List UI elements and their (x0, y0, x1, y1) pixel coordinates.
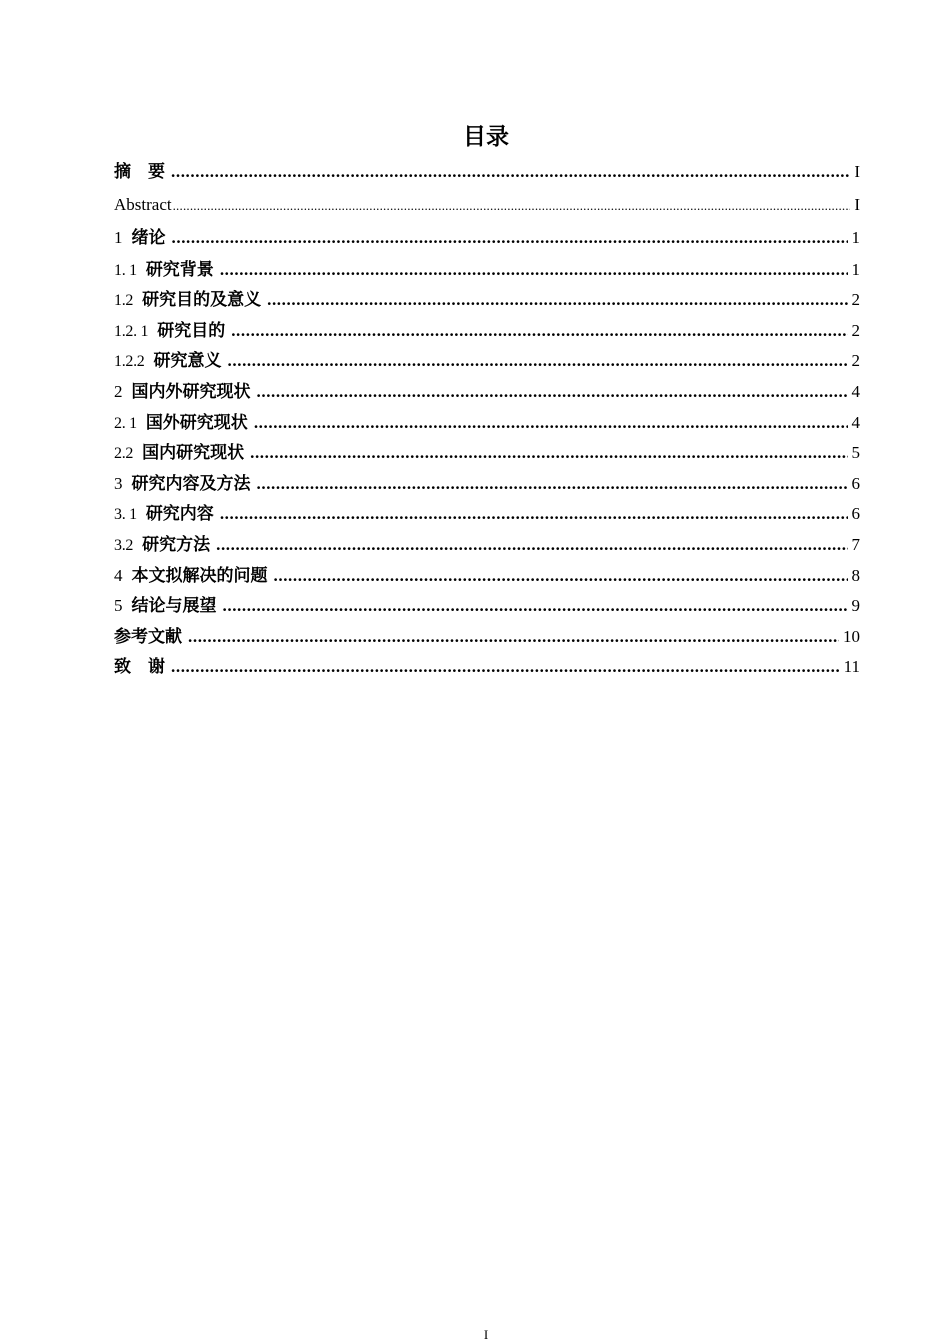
toc-entry-page: 7 (851, 534, 860, 554)
toc-entry-text: 参考文献 (114, 626, 182, 647)
toc-entry-page: 6 (851, 504, 860, 524)
toc-entry-text: 研究目的 (157, 320, 226, 341)
toc-leader-dots (188, 622, 839, 653)
toc-entry-number: 1. 1 (114, 261, 137, 279)
toc-entry-text: 研究意义 (153, 351, 222, 372)
toc-leader-dots (231, 316, 847, 347)
toc-leader-dots (172, 221, 848, 255)
toc-entry-number: 1 (114, 227, 123, 247)
toc-leader-dots (173, 189, 851, 221)
toc-entry-text: 国内研究现状 (142, 443, 245, 464)
toc-entry-number: 1.2. 1 (114, 322, 149, 340)
toc-entry-text: 国内外研究现状 (131, 381, 251, 402)
toc-leader-dots (216, 530, 847, 561)
toc-entry-page: I (854, 162, 860, 181)
toc-entry-page: 1 (851, 227, 860, 247)
toc-leader-dots (171, 652, 840, 683)
toc-entry-text: 研究背景 (145, 259, 214, 280)
toc-entry-chapter-1[interactable] (114, 221, 860, 255)
toc-leader-dots (220, 255, 848, 286)
toc-entry-chapter-5[interactable] (114, 591, 860, 622)
toc-entry-section-2-1[interactable] (114, 408, 860, 439)
toc-entry-abstract-cn[interactable] (114, 157, 860, 188)
toc-entry-text: 结论与展望 (131, 596, 217, 617)
toc-entry-text: 研究方法 (142, 534, 211, 555)
toc-entry-text: 摘 要 (114, 162, 165, 182)
toc-entry-number: 5 (114, 596, 123, 616)
toc-entry-section-3-1[interactable] (114, 499, 860, 530)
toc-entry-page: 2 (851, 320, 860, 340)
toc-entry-number: 3. 1 (114, 506, 137, 524)
toc-entry-number: 1.2.2 (114, 353, 145, 371)
toc-entry-text: 致 谢 (114, 657, 165, 678)
toc-leader-dots (223, 591, 848, 622)
toc-entry-page: 10 (843, 626, 860, 646)
toc-entry-abstract-en[interactable] (114, 188, 860, 221)
toc-entry-section-1-2-1[interactable] (114, 316, 860, 347)
toc-entry-number: 2.2 (114, 445, 134, 463)
toc-entry-section-3-2[interactable] (114, 530, 860, 561)
toc-entry-text: 研究内容 (145, 504, 214, 525)
toc-entry-text: 国外研究现状 (145, 412, 248, 433)
toc-entry-section-2-2[interactable] (114, 438, 860, 469)
toc-entry-number: 3.2 (114, 536, 134, 554)
toc-entry-section-1-1[interactable] (114, 255, 860, 286)
toc-entry-page: 11 (843, 657, 860, 677)
toc-entry-chapter-2[interactable] (114, 377, 860, 408)
toc-entry-text: 研究内容及方法 (131, 473, 251, 494)
toc-entry-text: 本文拟解决的问题 (131, 565, 268, 586)
toc-entry-page: 4 (851, 381, 860, 401)
toc-leader-dots (220, 499, 848, 530)
toc-entry-section-1-2[interactable] (114, 285, 860, 316)
toc-entry-text: 研究目的及意义 (142, 290, 262, 311)
toc-entry-page: 2 (851, 290, 860, 310)
toc-entry-chapter-4[interactable] (114, 561, 860, 592)
toc-entry-page: 9 (851, 596, 860, 616)
toc-leader-dots (250, 438, 847, 469)
toc-entry-page: 4 (851, 412, 860, 432)
toc-entry-references[interactable] (114, 622, 860, 653)
toc-entry-number: 2 (114, 381, 123, 401)
page-title: 目录 (463, 124, 509, 150)
toc-entry-section-1-2-2[interactable] (114, 346, 860, 377)
toc-entry-number: 3 (114, 473, 123, 493)
toc-leader-dots (171, 157, 850, 188)
toc-entry-number: 4 (114, 565, 123, 585)
table-of-contents (114, 157, 860, 683)
page-number-footer: I (483, 1327, 489, 1342)
toc-entry-page: 8 (851, 565, 860, 585)
toc-leader-dots (274, 561, 848, 592)
toc-leader-dots (257, 377, 848, 408)
toc-entry-page: 2 (851, 351, 860, 371)
toc-entry-page: 1 (851, 259, 860, 279)
toc-leader-dots (257, 469, 848, 500)
toc-entry-page: 5 (851, 443, 860, 463)
toc-entry-page: I (854, 194, 860, 214)
toc-entry-acknowledgements[interactable] (114, 652, 860, 683)
toc-entry-text: Abstract (114, 194, 172, 214)
toc-leader-dots (254, 408, 848, 439)
toc-leader-dots (228, 346, 848, 377)
toc-entry-chapter-3[interactable] (114, 469, 860, 500)
toc-entry-number: 2. 1 (114, 414, 137, 432)
toc-entry-page: 6 (851, 473, 860, 493)
toc-entry-text: 绪论 (131, 227, 166, 248)
toc-entry-number: 1.2 (114, 292, 134, 310)
toc-leader-dots (267, 285, 847, 316)
